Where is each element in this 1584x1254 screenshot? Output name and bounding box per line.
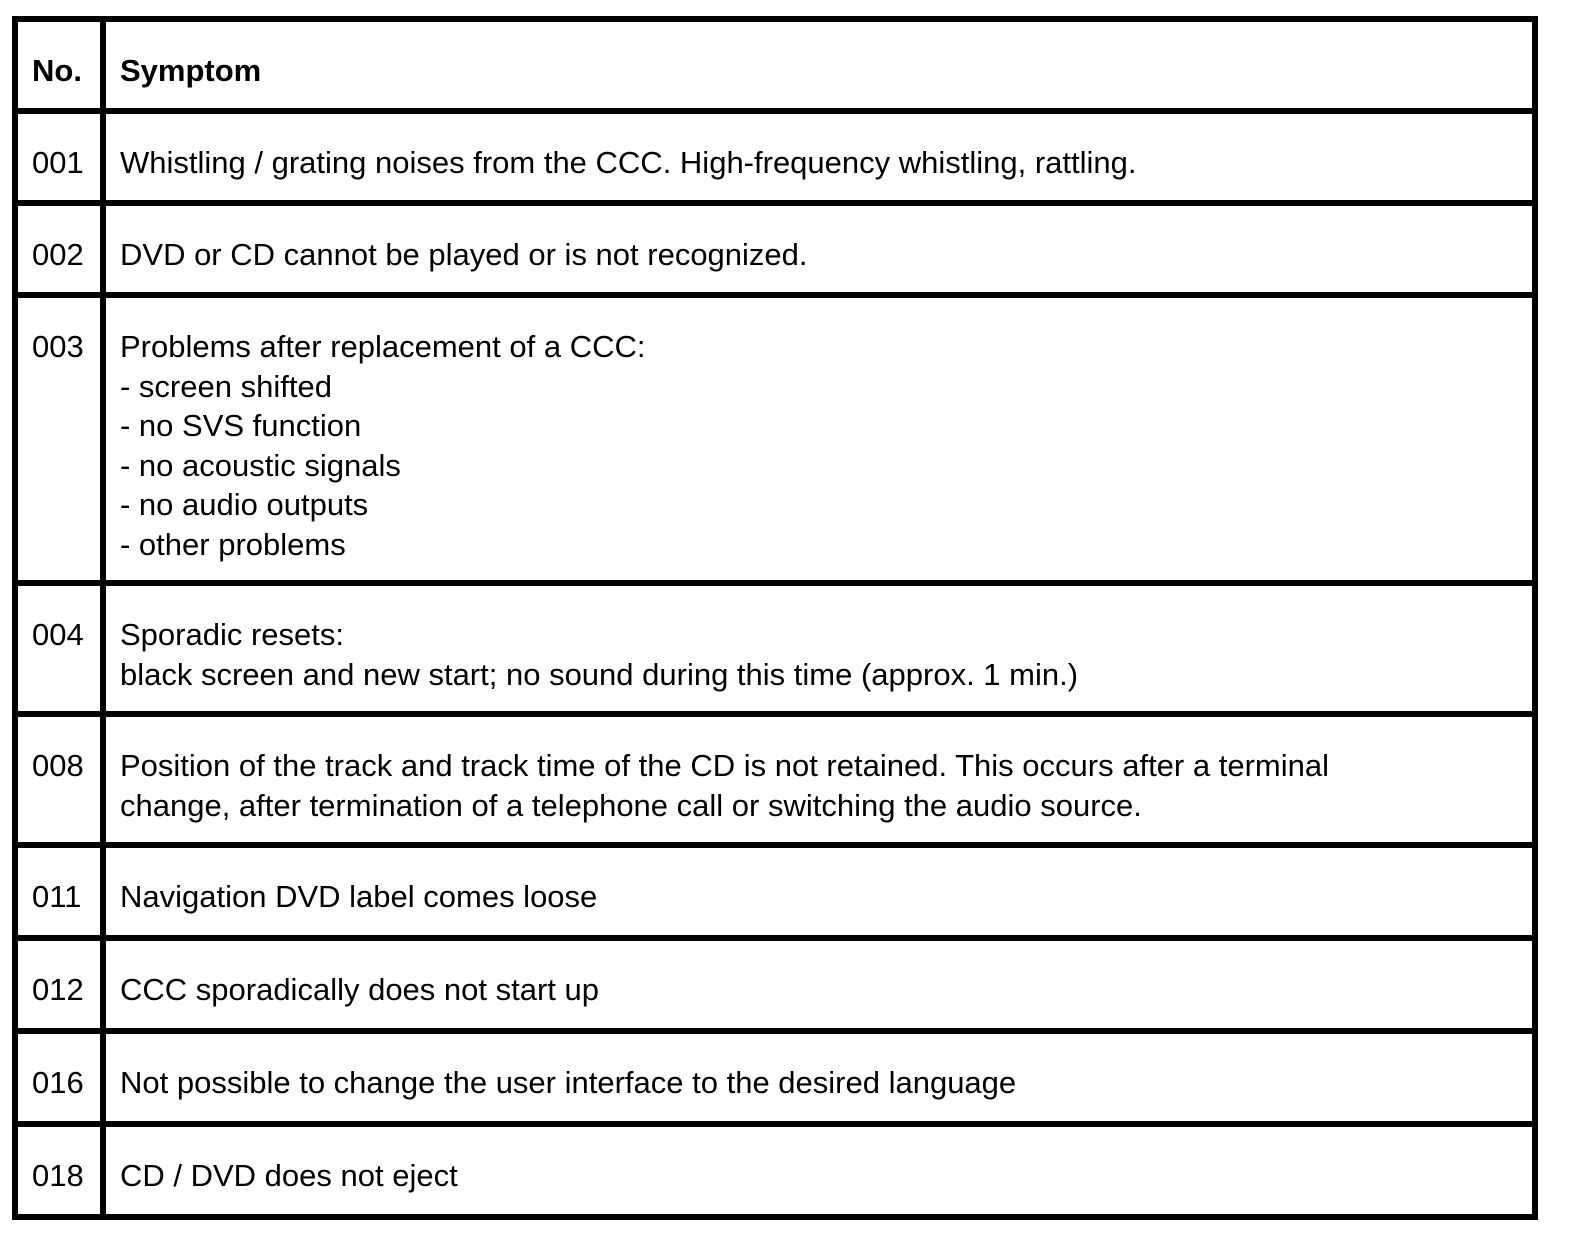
symptom-text: Navigation DVD label comes loose <box>103 845 1535 938</box>
column-header-symptom: Symptom <box>103 19 1535 111</box>
table-row <box>15 938 1535 1031</box>
symptom-table <box>12 16 1538 1220</box>
row-number: 012 <box>15 938 103 1031</box>
symptom-text: CCC sporadically does not start up <box>103 938 1535 1031</box>
row-number: 016 <box>15 1031 103 1124</box>
table-row <box>15 203 1535 295</box>
symptom-text: DVD or CD cannot be played or is not recognized. <box>103 203 1535 295</box>
symptom-text: Problems after replacement of a CCC: - screen shifted - no SVS function - no acoustic signals - no audio outputs - other problems <box>103 295 1535 583</box>
table-row <box>15 714 1535 845</box>
table-row <box>15 111 1535 203</box>
table-row <box>15 295 1535 583</box>
table-row <box>15 1124 1535 1217</box>
row-number: 004 <box>15 583 103 714</box>
table-header-row <box>15 19 1535 111</box>
row-number: 018 <box>15 1124 103 1217</box>
symptom-text: Sporadic resets: black screen and new start; no sound during this time (approx. 1 min.) <box>103 583 1535 714</box>
row-number: 008 <box>15 714 103 845</box>
symptom-text: CD / DVD does not eject <box>103 1124 1535 1217</box>
table-row <box>15 583 1535 714</box>
row-number: 001 <box>15 111 103 203</box>
symptom-text: Position of the track and track time of the CD is not retained. This occurs after a terminal change, after termination of a telephone call or switching the audio source. <box>103 714 1535 845</box>
table-row <box>15 845 1535 938</box>
column-header-no: No. <box>15 19 103 111</box>
symptom-text: Not possible to change the user interface to the desired language <box>103 1031 1535 1124</box>
row-number: 003 <box>15 295 103 583</box>
table-row <box>15 1031 1535 1124</box>
symptom-text: Whistling / grating noises from the CCC. High-frequency whistling, rattling. <box>103 111 1535 203</box>
row-number: 011 <box>15 845 103 938</box>
row-number: 002 <box>15 203 103 295</box>
